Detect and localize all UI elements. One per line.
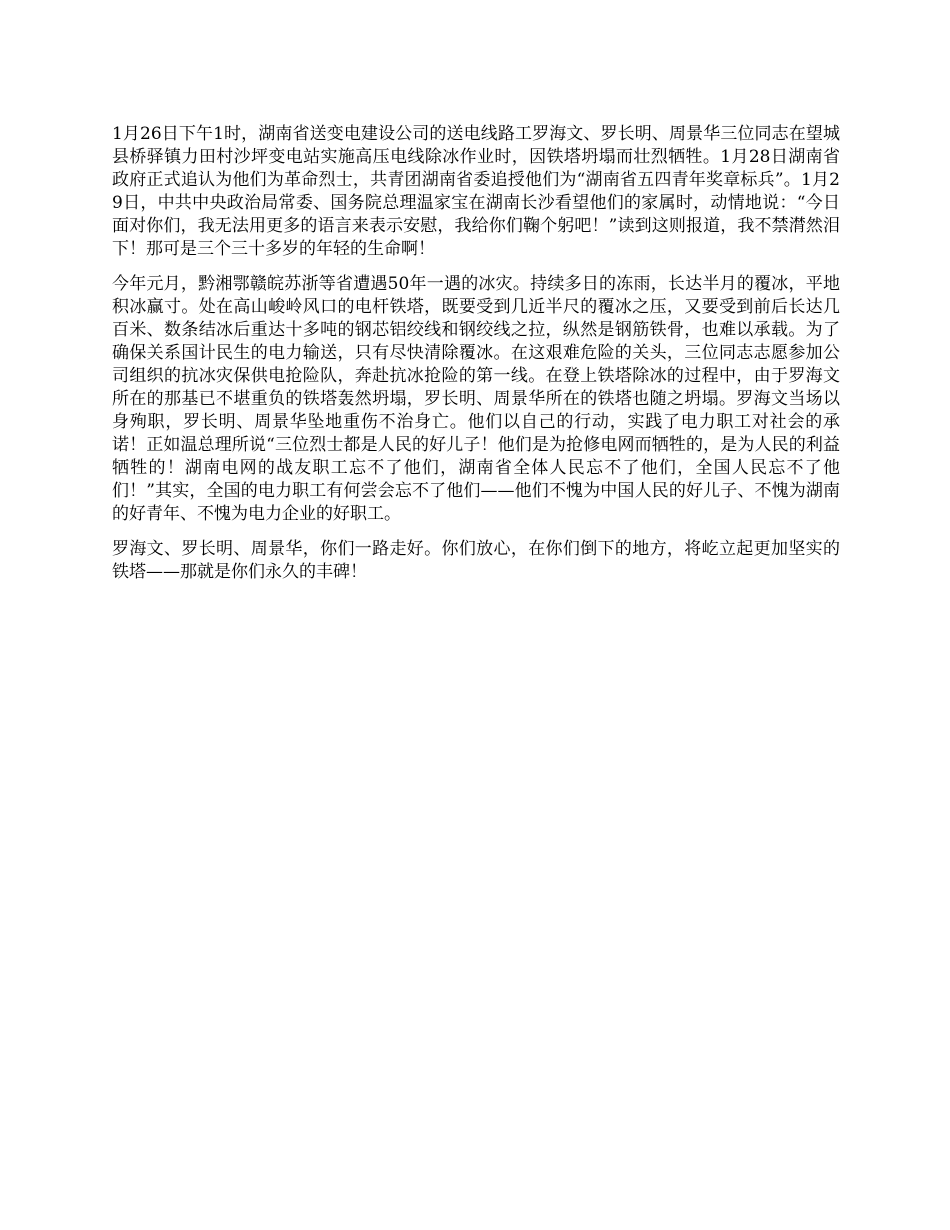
paragraph-3: 罗海文、罗长明、周景华，你们一路走好。你们放心，在你们倒下的地方，将屹立起更加坚实的铁塔——那就是你们永久的丰碑！ xyxy=(112,539,840,582)
paragraph-1: 1月26日下午1时，湖南省送变电建设公司的送电线路工罗海文、罗长明、周景华三位同志在望城县桥驿镇力田村沙坪变电站实施高压电线除冰作业时，因铁塔坍塌而壮烈牺牲。1月28日湖南省政府正式追认为他们为革命烈士，共青团湖南省委追授他们为“湖南省五四青年奖章标兵”。1月29日，中共中央政治局常委、国务院总理温家宝在湖南长沙看望他们的家属时，动情地说：“今日面对你们，我无法用更多的语言来表示安慰，我给你们鞠个躬吧！”读到这则报道，我不禁潸然泪下！那可是三个三十多岁的年轻的生命啊！ xyxy=(112,124,840,259)
paragraph-2: 今年元月，黔湘鄂赣皖苏浙等省遭遇50年一遇的冰灾。持续多日的冻雨，长达半月的覆冰，平地积冰赢寸。处在高山峻岭风口的电杆铁塔，既要受到几近半尺的覆冰之压，又要受到前后长达几百米、数条结冰后重达十多吨的钢芯铝绞线和钢绞线之拉，纵然是钢筋铁骨，也难以承载。为了确保关系国计民生的电力输送，只有尽快清除覆冰。在这艰难危险的关头，三位同志志愿参加公司组织的抗冰灾保供电抢险队，奔赴抗冰抢险的第一线。在登上铁塔除冰的过程中，由于罗海文所在的那基已不堪重负的铁塔轰然坍塌，罗长明、周景华所在的铁塔也随之坍塌。罗海文当场以身殉职，罗长明、周景华坠地重伤不治身亡。他们以自己的行动，实践了电力职工对社会的承诺！正如温总理所说“三位烈士都是人民的好儿子！他们是为抢修电网而牺牲的，是为人民的利益牺牲的！湖南电网的战友职工忘不了他们，湖南省全体人民忘不了他们，全国人民忘不了他们！”其实，全国的电力职工有何尝会忘不了他们——他们不愧为中国人民的好儿子、不愧为湖南的好青年、不愧为电力企业的好职工。 xyxy=(112,274,840,524)
document-page xyxy=(112,123,840,596)
